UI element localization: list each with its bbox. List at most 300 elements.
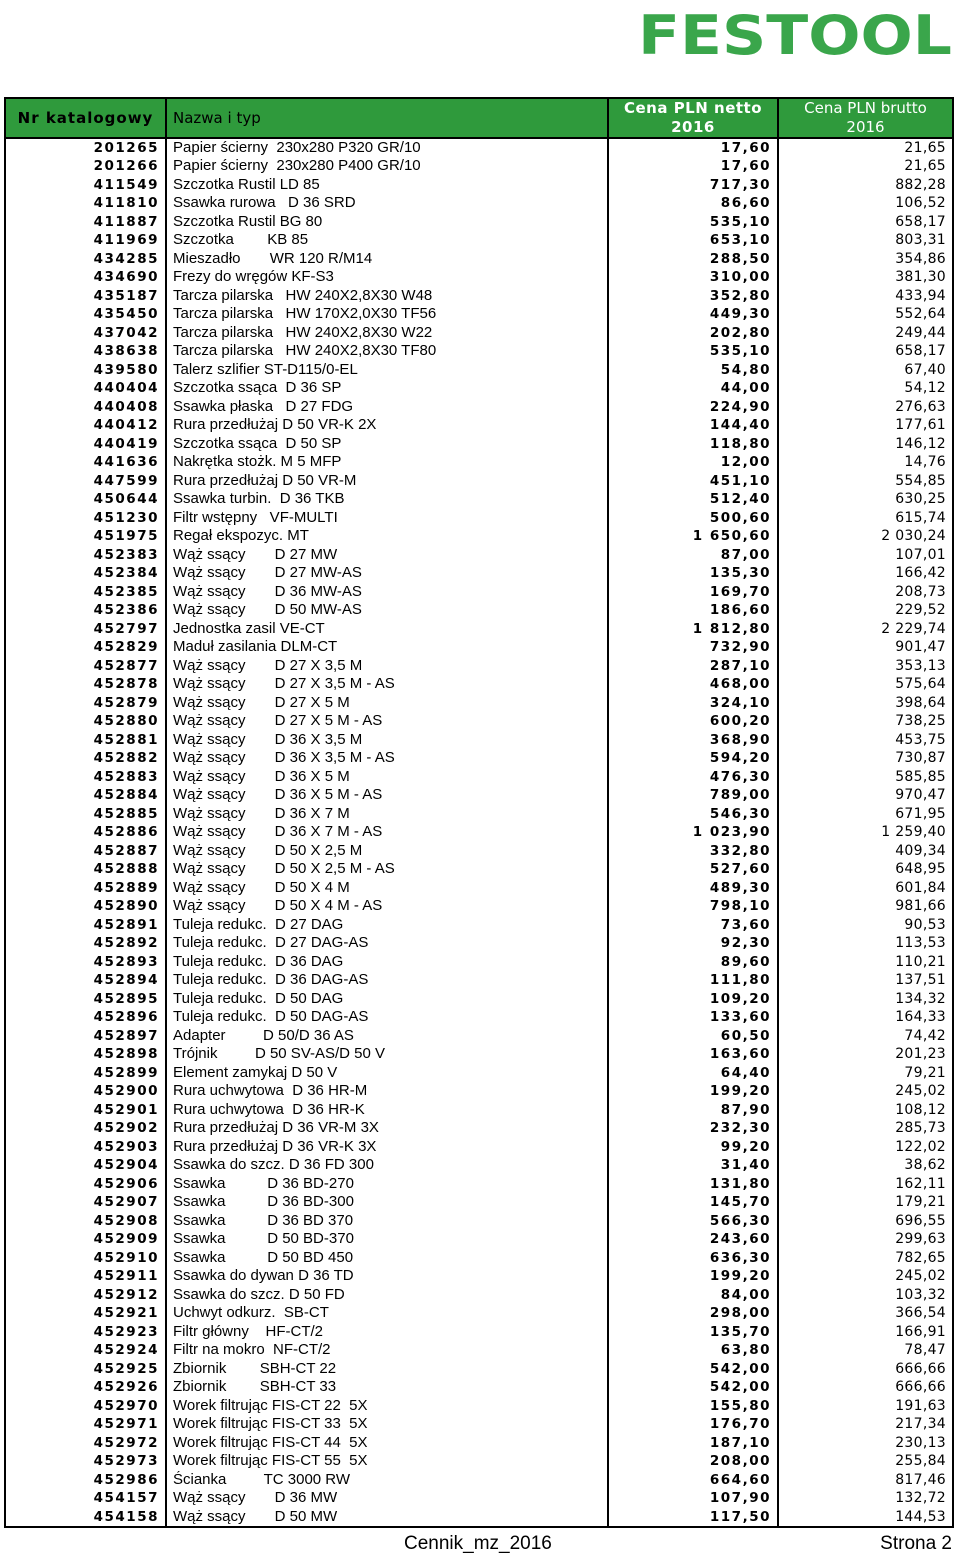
product-name-cell: Wąż ssący D 36 X 3,5 M - AS: [166, 749, 608, 768]
gross-price-cell: 299,63: [895, 1231, 946, 1248]
gross-price-cell: 78,47: [904, 1342, 946, 1359]
product-name-cell: Rura przedłużaj D 50 VR-K 2X: [166, 416, 608, 435]
product-name-cell: Wąż ssący D 27 MW-AS: [166, 564, 608, 583]
footer-filename: Cennik_mz_2016: [404, 1533, 552, 1554]
table-row: [6, 1045, 952, 1064]
table-row: [6, 805, 952, 824]
net-price-cell: 87,90: [608, 1101, 778, 1120]
catalog-number-cell: 438638: [6, 342, 166, 361]
catalog-number-cell: 201266: [6, 157, 166, 176]
product-name-cell: Szczotka KB 85: [166, 231, 608, 250]
product-name-cell: Wąż ssący D 27 X 3,5 M: [166, 657, 608, 676]
gross-price-cell: 164,33: [895, 1009, 946, 1026]
net-price-cell: 63,80: [608, 1341, 778, 1360]
net-price-cell: 163,60: [608, 1045, 778, 1064]
header-catalog-number: Nr katalogowy: [6, 99, 166, 138]
catalog-number-cell: 450644: [6, 490, 166, 509]
net-price-cell: 653,10: [608, 231, 778, 250]
catalog-number-cell: 452897: [6, 1027, 166, 1046]
product-name-cell: Ssawka turbin. D 36 TKB: [166, 490, 608, 509]
gross-price-cell: 554,85: [895, 472, 946, 489]
net-price-cell: 131,80: [608, 1175, 778, 1194]
net-price-cell: 135,30: [608, 564, 778, 583]
product-name-cell: Wąż ssący D 50 X 2,5 M: [166, 842, 608, 861]
product-name-cell: Rura przedłużaj D 50 VR-M: [166, 472, 608, 491]
net-price-cell: 324,10: [608, 694, 778, 713]
catalog-number-cell: 452926: [6, 1378, 166, 1397]
gross-price-cell: 229,52: [895, 602, 946, 619]
catalog-number-cell: 452385: [6, 583, 166, 602]
gross-price-cell: 79,21: [904, 1064, 946, 1081]
net-price-cell: 17,60: [608, 157, 778, 176]
product-name-cell: Ssawka D 50 BD-370: [166, 1230, 608, 1249]
catalog-number-cell: 452911: [6, 1267, 166, 1286]
gross-price-cell: 74,42: [904, 1027, 946, 1044]
catalog-number-cell: 452971: [6, 1415, 166, 1434]
table-row: [6, 250, 952, 269]
gross-price-cell: 381,30: [895, 269, 946, 286]
table-row: [6, 1175, 952, 1194]
header-gross-price-line2: 2016: [846, 118, 885, 136]
catalog-number-cell: 452973: [6, 1452, 166, 1471]
product-name-cell: Ssawka do szcz. D 36 FD 300: [166, 1156, 608, 1175]
gross-price-cell: 107,01: [895, 546, 946, 563]
net-price-cell: 535,10: [608, 213, 778, 232]
net-price-cell: 798,10: [608, 897, 778, 916]
table-row: [6, 398, 952, 417]
gross-price-cell: 134,32: [895, 990, 946, 1007]
net-price-cell: 199,20: [608, 1267, 778, 1286]
catalog-number-cell: 452908: [6, 1212, 166, 1231]
table-row: [6, 564, 952, 583]
table-row: [6, 1286, 952, 1305]
gross-price-cell: 666,66: [895, 1379, 946, 1396]
festool-logo: [636, 6, 954, 62]
catalog-number-cell: 434690: [6, 268, 166, 287]
catalog-number-cell: 452906: [6, 1175, 166, 1194]
gross-price-cell: 249,44: [895, 324, 946, 341]
table-row: [6, 546, 952, 565]
product-name-cell: Wąż ssący D 36 MW: [166, 1489, 608, 1508]
product-name-cell: Regał ekspozyc. MT: [166, 527, 608, 546]
table-row: [6, 1434, 952, 1453]
net-price-cell: 89,60: [608, 953, 778, 972]
gross-price-cell: 230,13: [895, 1434, 946, 1451]
net-price-cell: 117,50: [608, 1508, 778, 1527]
product-name-cell: Tuleja redukc. D 36 DAG-AS: [166, 971, 608, 990]
price-table-grid: [6, 99, 952, 1526]
net-price-cell: 542,00: [608, 1360, 778, 1379]
net-price-cell: 332,80: [608, 842, 778, 861]
table-row: [6, 1193, 952, 1212]
product-name-cell: Element zamykaj D 50 V: [166, 1064, 608, 1083]
table-row: [6, 1082, 952, 1101]
catalog-number-cell: 452881: [6, 731, 166, 750]
net-price-cell: 232,30: [608, 1119, 778, 1138]
product-name-cell: Ssawka D 36 BD-300: [166, 1193, 608, 1212]
table-row: [6, 842, 952, 861]
table-row: [6, 268, 952, 287]
product-name-cell: Wąż ssący D 50 X 2,5 M - AS: [166, 860, 608, 879]
net-price-cell: 60,50: [608, 1027, 778, 1046]
footer-page-number: Strona 2: [880, 1533, 952, 1554]
net-price-cell: 1 023,90: [608, 823, 778, 842]
net-price-cell: 17,60: [608, 138, 778, 157]
gross-price-cell: 106,52: [895, 195, 946, 212]
net-price-cell: 664,60: [608, 1471, 778, 1490]
table-row: [6, 860, 952, 879]
net-price-cell: 636,30: [608, 1249, 778, 1268]
table-row: [6, 1249, 952, 1268]
gross-price-cell: 110,21: [895, 953, 946, 970]
gross-price-cell: 901,47: [895, 639, 946, 656]
catalog-number-cell: 435187: [6, 287, 166, 306]
product-name-cell: Tuleja redukc. D 27 DAG-AS: [166, 934, 608, 953]
catalog-number-cell: 452904: [6, 1156, 166, 1175]
table-row: [6, 472, 952, 491]
table-row: [6, 879, 952, 898]
product-name-cell: Uchwyt odkurz. SB-CT: [166, 1304, 608, 1323]
product-name-cell: Wąż ssący D 50 X 4 M: [166, 879, 608, 898]
product-name-cell: Nakrętka stożk. M 5 MFP: [166, 453, 608, 472]
gross-price-cell: 803,31: [895, 232, 946, 249]
table-row: [6, 416, 952, 435]
header-net-price-line2: 2016: [671, 118, 715, 136]
catalog-number-cell: 441636: [6, 453, 166, 472]
table-row: [6, 527, 952, 546]
gross-price-cell: 177,61: [895, 417, 946, 434]
gross-price-cell: 217,34: [895, 1416, 946, 1433]
table-row: [6, 1415, 952, 1434]
table-row: [6, 231, 952, 250]
catalog-number-cell: 452883: [6, 768, 166, 787]
product-name-cell: Wąż ssący D 36 X 5 M - AS: [166, 786, 608, 805]
catalog-number-cell: 451230: [6, 509, 166, 528]
product-name-cell: Wąż ssący D 27 MW: [166, 546, 608, 565]
table-row: [6, 213, 952, 232]
table-row: [6, 953, 952, 972]
catalog-number-cell: 411549: [6, 176, 166, 195]
table-row: [6, 1064, 952, 1083]
gross-price-cell: 730,87: [895, 750, 946, 767]
net-price-cell: 176,70: [608, 1415, 778, 1434]
net-price-cell: 73,60: [608, 916, 778, 935]
net-price-cell: 187,10: [608, 1434, 778, 1453]
product-name-cell: Tarcza pilarska HW 240X2,8X30 W22: [166, 324, 608, 343]
product-name-cell: Tarcza pilarska HW 240X2,8X30 TF80: [166, 342, 608, 361]
table-row: [6, 342, 952, 361]
gross-price-cell: 162,11: [895, 1175, 946, 1192]
gross-price-cell: 122,02: [895, 1138, 946, 1155]
festool-logo-graphic: [636, 6, 954, 62]
catalog-number-cell: 452970: [6, 1397, 166, 1416]
product-name-cell: Worek filtrując FIS-CT 55 5X: [166, 1452, 608, 1471]
product-name-cell: Maduł zasilania DLM-CT: [166, 638, 608, 657]
catalog-number-cell: 452910: [6, 1249, 166, 1268]
product-name-cell: Filtr wstępny VF-MULTI: [166, 509, 608, 528]
catalog-number-cell: 452921: [6, 1304, 166, 1323]
table-row: [6, 157, 952, 176]
net-price-cell: 512,40: [608, 490, 778, 509]
net-price-cell: 107,90: [608, 1489, 778, 1508]
table-row: [6, 1304, 952, 1323]
product-name-cell: Szczotka ssąca D 50 SP: [166, 435, 608, 454]
catalog-number-cell: 452879: [6, 694, 166, 713]
net-price-cell: 566,30: [608, 1212, 778, 1231]
table-row: [6, 1341, 952, 1360]
table-row: [6, 897, 952, 916]
table-row: [6, 194, 952, 213]
catalog-number-cell: 452878: [6, 675, 166, 694]
table-row: [6, 583, 952, 602]
table-row: [6, 361, 952, 380]
gross-price-cell: 191,63: [895, 1397, 946, 1414]
net-price-cell: 527,60: [608, 860, 778, 879]
net-price-cell: 288,50: [608, 250, 778, 269]
table-row: [6, 1027, 952, 1046]
product-name-cell: Wąż ssący D 27 X 5 M - AS: [166, 712, 608, 731]
net-price-cell: 468,00: [608, 675, 778, 694]
net-price-cell: 186,60: [608, 601, 778, 620]
catalog-number-cell: 452895: [6, 990, 166, 1009]
product-name-cell: Mieszadło WR 120 R/M14: [166, 250, 608, 269]
table-row: [6, 934, 952, 953]
table-row: [6, 509, 952, 528]
catalog-number-cell: 451975: [6, 527, 166, 546]
gross-price-cell: 38,62: [904, 1157, 946, 1174]
table-row: [6, 768, 952, 787]
product-name-cell: Tuleja redukc. D 36 DAG: [166, 953, 608, 972]
table-row: [6, 1267, 952, 1286]
table-row: [6, 379, 952, 398]
gross-price-cell: 585,85: [895, 768, 946, 785]
catalog-number-cell: 452902: [6, 1119, 166, 1138]
net-price-cell: 87,00: [608, 546, 778, 565]
catalog-number-cell: 411810: [6, 194, 166, 213]
net-price-cell: 54,80: [608, 361, 778, 380]
net-price-cell: 1 650,60: [608, 527, 778, 546]
gross-price-cell: 696,55: [895, 1212, 946, 1229]
product-name-cell: Szczotka Rustil BG 80: [166, 213, 608, 232]
net-price-cell: 155,80: [608, 1397, 778, 1416]
catalog-number-cell: 452912: [6, 1286, 166, 1305]
table-row: [6, 990, 952, 1009]
catalog-number-cell: 447599: [6, 472, 166, 491]
gross-price-cell: 658,17: [895, 343, 946, 360]
net-price-cell: 489,30: [608, 879, 778, 898]
gross-price-cell: 981,66: [895, 898, 946, 915]
gross-price-cell: 90,53: [904, 916, 946, 933]
product-name-cell: Wąż ssący D 36 MW-AS: [166, 583, 608, 602]
product-name-cell: Jednostka zasil VE-CT: [166, 620, 608, 639]
table-row: [6, 823, 952, 842]
catalog-number-cell: 440419: [6, 435, 166, 454]
catalog-number-cell: 452890: [6, 897, 166, 916]
table-row: [6, 453, 952, 472]
gross-price-cell: 453,75: [895, 731, 946, 748]
header-name-type: Nazwa i typ: [166, 99, 608, 138]
gross-price-cell: 615,74: [895, 509, 946, 526]
gross-price-cell: 433,94: [895, 287, 946, 304]
catalog-number-cell: 452900: [6, 1082, 166, 1101]
gross-price-cell: 353,13: [895, 657, 946, 674]
net-price-cell: 594,20: [608, 749, 778, 768]
catalog-number-cell: 452892: [6, 934, 166, 953]
net-price-cell: 135,70: [608, 1323, 778, 1342]
net-price-cell: 789,00: [608, 786, 778, 805]
product-name-cell: Ssawka płaska D 27 FDG: [166, 398, 608, 417]
catalog-number-cell: 452972: [6, 1434, 166, 1453]
product-name-cell: Worek filtrując FIS-CT 22 5X: [166, 1397, 608, 1416]
net-price-cell: 133,60: [608, 1008, 778, 1027]
gross-price-cell: 738,25: [895, 713, 946, 730]
net-price-cell: 600,20: [608, 712, 778, 731]
product-name-cell: Ścianka TC 3000 RW: [166, 1471, 608, 1490]
gross-price-cell: 14,76: [904, 454, 946, 471]
catalog-number-cell: 452386: [6, 601, 166, 620]
gross-price-cell: 132,72: [895, 1490, 946, 1507]
table-row: [6, 1471, 952, 1490]
table-row: [6, 305, 952, 324]
product-name-cell: Ssawka D 36 BD-270: [166, 1175, 608, 1194]
net-price-cell: 31,40: [608, 1156, 778, 1175]
table-row: [6, 620, 952, 639]
product-name-cell: Ssawka D 36 BD 370: [166, 1212, 608, 1231]
catalog-number-cell: 452384: [6, 564, 166, 583]
table-row: [6, 657, 952, 676]
gross-price-cell: 137,51: [895, 972, 946, 989]
gross-price-cell: 21,65: [904, 140, 946, 156]
net-price-cell: 208,00: [608, 1452, 778, 1471]
table-row: [6, 1156, 952, 1175]
gross-price-cell: 208,73: [895, 583, 946, 600]
net-price-cell: 12,00: [608, 453, 778, 472]
net-price-cell: 224,90: [608, 398, 778, 417]
gross-price-cell: 552,64: [895, 306, 946, 323]
table-row: [6, 1212, 952, 1231]
catalog-number-cell: 452887: [6, 842, 166, 861]
catalog-number-cell: 439580: [6, 361, 166, 380]
catalog-number-cell: 452923: [6, 1323, 166, 1342]
gross-price-cell: 817,46: [895, 1471, 946, 1488]
product-name-cell: Zbiornik SBH-CT 22: [166, 1360, 608, 1379]
product-name-cell: Wąż ssący D 27 X 5 M: [166, 694, 608, 713]
catalog-number-cell: 452899: [6, 1064, 166, 1083]
gross-price-cell: 782,65: [895, 1249, 946, 1266]
product-name-cell: Wąż ssący D 36 X 7 M: [166, 805, 608, 824]
table-row: [6, 1378, 952, 1397]
product-name-cell: Ssawka do szcz. D 50 FD: [166, 1286, 608, 1305]
product-name-cell: Wąż ssący D 36 X 7 M - AS: [166, 823, 608, 842]
table-header-row: [6, 99, 952, 138]
catalog-number-cell: 452880: [6, 712, 166, 731]
product-name-cell: Filtr na mokro NF-CT/2: [166, 1341, 608, 1360]
net-price-cell: 542,00: [608, 1378, 778, 1397]
table-row: [6, 176, 952, 195]
net-price-cell: 500,60: [608, 509, 778, 528]
catalog-number-cell: 440408: [6, 398, 166, 417]
gross-price-cell: 2 229,74: [881, 620, 946, 637]
gross-price-cell: 658,17: [895, 213, 946, 230]
net-price-cell: 99,20: [608, 1138, 778, 1157]
product-name-cell: Ssawka rurowa D 36 SRD: [166, 194, 608, 213]
gross-price-cell: 398,64: [895, 694, 946, 711]
catalog-number-cell: 454158: [6, 1508, 166, 1527]
gross-price-cell: 409,34: [895, 842, 946, 859]
product-name-cell: Frezy do wręgów KF-S3: [166, 268, 608, 287]
table-row: [6, 601, 952, 620]
header-net-price: [608, 99, 778, 138]
gross-price-cell: 179,21: [895, 1194, 946, 1211]
net-price-cell: 118,80: [608, 435, 778, 454]
gross-price-cell: 575,64: [895, 676, 946, 693]
svg-text:FESTOOL: FESTOOL: [638, 6, 952, 62]
net-price-cell: 243,60: [608, 1230, 778, 1249]
table-row: [6, 324, 952, 343]
table-row: [6, 1452, 952, 1471]
gross-price-cell: 54,12: [904, 380, 946, 397]
catalog-number-cell: 452903: [6, 1138, 166, 1157]
table-body: [6, 138, 952, 1526]
net-price-cell: 732,90: [608, 638, 778, 657]
gross-price-cell: 144,53: [895, 1508, 946, 1525]
gross-price-cell: 103,32: [895, 1286, 946, 1303]
net-price-cell: 144,40: [608, 416, 778, 435]
product-name-cell: Wąż ssący D 50 MW-AS: [166, 601, 608, 620]
gross-price-cell: 285,73: [895, 1120, 946, 1137]
table-row: [6, 1489, 952, 1508]
net-price-cell: 546,30: [608, 805, 778, 824]
catalog-number-cell: 411969: [6, 231, 166, 250]
table-row: [6, 1101, 952, 1120]
catalog-number-cell: 452797: [6, 620, 166, 639]
table-row: [6, 138, 952, 157]
gross-price-cell: 276,63: [895, 398, 946, 415]
table-row: [6, 916, 952, 935]
table-row: [6, 287, 952, 306]
gross-price-cell: 146,12: [895, 435, 946, 452]
catalog-number-cell: 452884: [6, 786, 166, 805]
table-row: [6, 490, 952, 509]
table-row: [6, 694, 952, 713]
net-price-cell: 287,10: [608, 657, 778, 676]
table-row: [6, 1397, 952, 1416]
product-name-cell: Tuleja redukc. D 50 DAG-AS: [166, 1008, 608, 1027]
net-price-cell: 84,00: [608, 1286, 778, 1305]
product-name-cell: Tarcza pilarska HW 240X2,8X30 W48: [166, 287, 608, 306]
table-row: [6, 638, 952, 657]
header-gross-price-line1: Cena PLN brutto: [804, 99, 927, 117]
gross-price-cell: 255,84: [895, 1453, 946, 1470]
gross-price-cell: 354,86: [895, 250, 946, 267]
product-name-cell: Worek filtrując FIS-CT 44 5X: [166, 1434, 608, 1453]
product-name-cell: Rura uchwytowa D 36 HR-M: [166, 1082, 608, 1101]
gross-price-cell: 166,91: [895, 1323, 946, 1340]
net-price-cell: 476,30: [608, 768, 778, 787]
product-name-cell: Ssawka do dywan D 36 TD: [166, 1267, 608, 1286]
product-name-cell: Trójnik D 50 SV-AS/D 50 V: [166, 1045, 608, 1064]
catalog-number-cell: 452891: [6, 916, 166, 935]
table-row: [6, 786, 952, 805]
catalog-number-cell: 454157: [6, 1489, 166, 1508]
net-price-cell: 44,00: [608, 379, 778, 398]
catalog-number-cell: 452885: [6, 805, 166, 824]
table-row: [6, 1230, 952, 1249]
gross-price-cell: 671,95: [895, 805, 946, 822]
net-price-cell: 368,90: [608, 731, 778, 750]
table-row: [6, 1008, 952, 1027]
product-name-cell: Wąż ssący D 50 X 4 M - AS: [166, 897, 608, 916]
